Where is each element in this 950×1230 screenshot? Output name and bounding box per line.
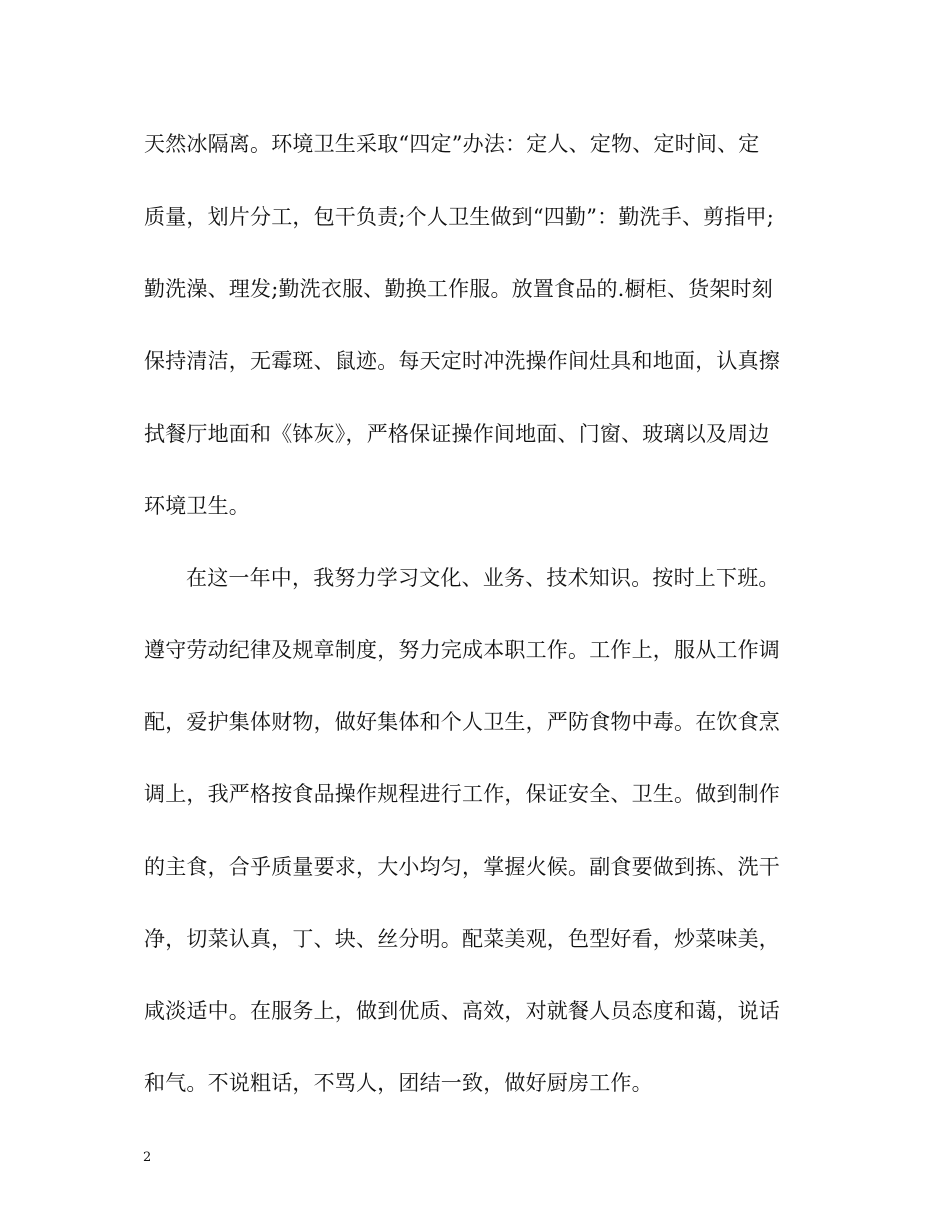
text-line: 遵守劳动纪律及规章制度，努力完成本职工作。工作上，服从工作调 (144, 638, 780, 662)
page-number: 2 (143, 1150, 152, 1165)
text-line: 保持清洁，无霉斑、鼠迹。每天定时冲洗操作间灶具和地面，认真擦 (144, 349, 780, 373)
text-line: 天然冰隔离。环境卫生采取“四定”办法：定人、定物、定时间、定 (144, 132, 760, 156)
text-line: 拭餐厅地面和《钵灰》，严格保证操作间地面、门窗、玻璃以及周边 (144, 422, 770, 446)
text-line: 和气。不说粗话，不骂人，团结一致，做好厨房工作。 (144, 1071, 653, 1095)
paragraph-start-line: 在这一年中，我努力学习文化、业务、技术知识。按时上下班。 (186, 566, 780, 590)
text-line: 质量，划片分工，包干负责;个人卫生做到“四勤”：勤洗手、剪指甲; (144, 205, 775, 229)
text-line: 咸淡适中。在服务上，做到优质、高效，对就餐人员态度和蔼，说话 (144, 999, 780, 1023)
text-line: 调上，我严格按食品操作规程进行工作，保证安全、卫生。做到制作 (144, 782, 780, 806)
text-line: 净，切菜认真，丁、块、丝分明。配菜美观，色型好看，炒菜味美， (144, 927, 780, 951)
text-line: 勤洗澡、理发;勤洗衣服、勤换工作服。放置食品的.橱柜、货架时刻 (144, 277, 773, 301)
text-line: 环境卫生。 (144, 494, 250, 518)
text-line: 的主食，合乎质量要求，大小均匀，掌握火候。副食要做到拣、洗干 (144, 855, 780, 879)
text-line: 配，爱护集体财物，做好集体和个人卫生，严防食物中毒。在饮食烹 (144, 710, 780, 734)
